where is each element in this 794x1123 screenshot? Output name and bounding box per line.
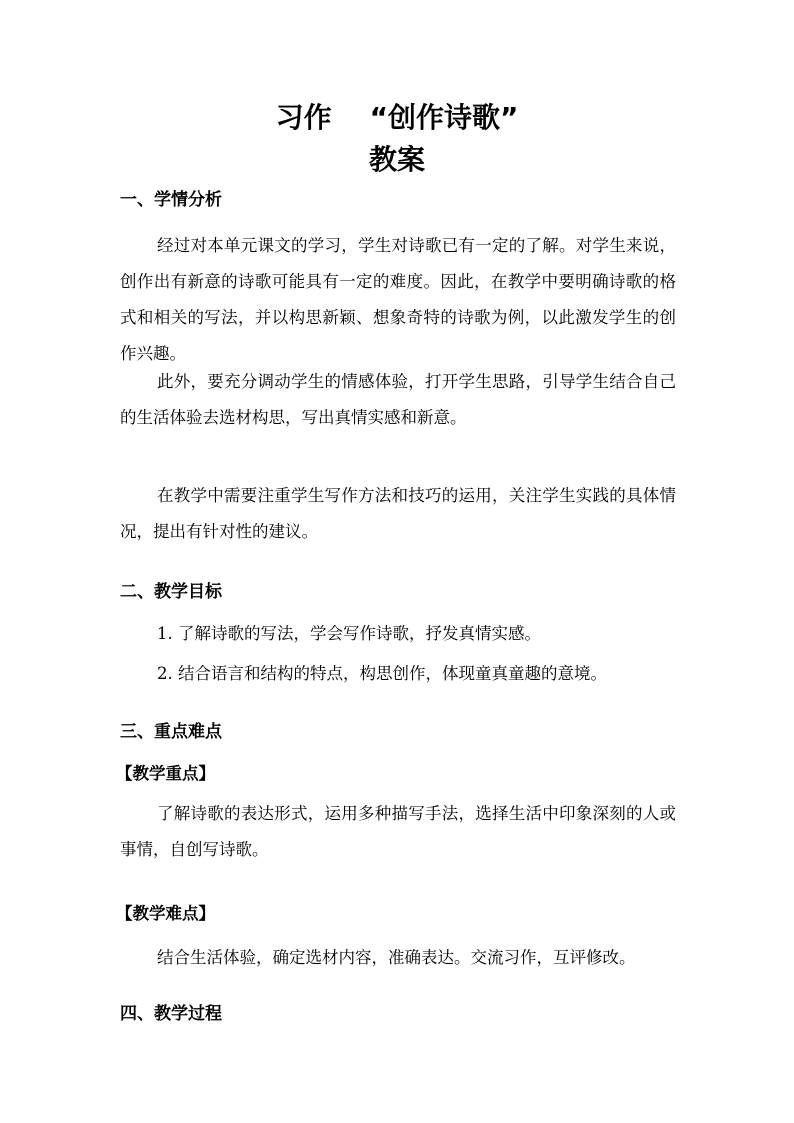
document-subtitle: 教案 xyxy=(368,143,425,176)
section-heading-key-points: 三、重点难点 xyxy=(120,722,222,742)
paragraph-key-point: 了解诗歌的表达形式，运用多种描写手法，选择生活中印象深刻的人或事情，自创写诗歌。 xyxy=(120,804,676,859)
paragraph-analysis-3: 在教学中需要注重学生写作方法和技巧的运用，关注学生实践的具体情况，提出有针对性的建议。 xyxy=(120,486,676,541)
paragraph-difficulty: 结合生活体验，确定选材内容，准确表达。交流习作，互评修改。 xyxy=(157,948,636,967)
sub-heading-key-point: 【教学重点】 xyxy=(116,764,215,783)
objective-item-2: 2. 结合语言和结构的特点，构思创作，体现童真童趣的意境。 xyxy=(157,664,607,683)
sub-heading-difficulty: 【教学难点】 xyxy=(116,904,215,923)
objective-item-1: 1. 了解诗歌的写法，学会写作诗歌，抒发真情实感。 xyxy=(157,624,541,643)
title-topic: “创作诗歌” xyxy=(369,101,519,134)
paragraph-analysis-1: 经过对本单元课文的学习，学生对诗歌已有一定的了解。对学生来说，创作出有新意的诗歌可能具有一定的难度。因此，在教学中要明确诗歌的格式和相关的写法，并以构思新颖、想象奇特的诗歌为例，以此激发学生的创作兴趣。 xyxy=(120,236,676,363)
section-heading-process: 四、教学过程 xyxy=(120,1004,222,1024)
section-heading-learning-analysis: 一、学情分析 xyxy=(120,190,222,210)
title-prefix: 习作 xyxy=(275,101,332,134)
section-heading-objectives: 二、教学目标 xyxy=(120,582,222,602)
document-title xyxy=(0,100,794,136)
paragraph-analysis-2: 此外，要充分调动学生的情感体验，打开学生思路，引导学生结合自己的生活体验去选材构思，写出真情实感和新意。 xyxy=(120,372,676,427)
